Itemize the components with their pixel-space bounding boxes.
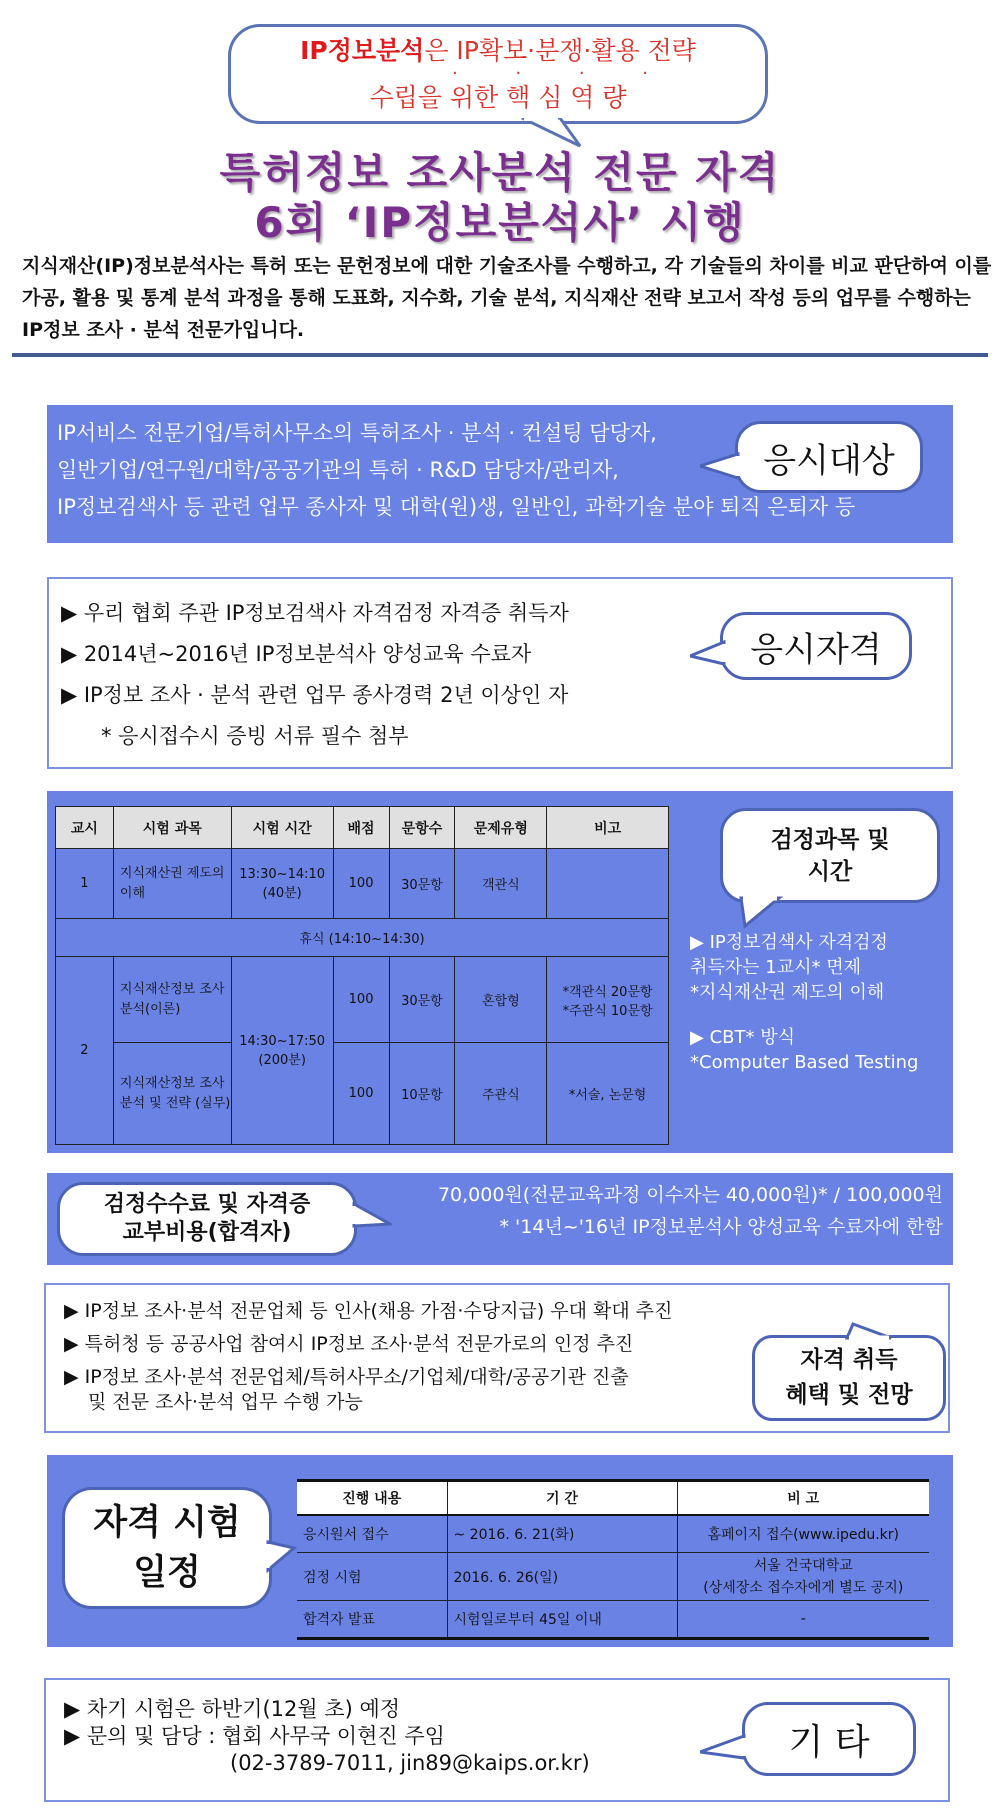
exam-col-count: 문항수 [389, 807, 455, 849]
main-title-line1: 특허정보 조사분석 전문 자격 [219, 148, 781, 197]
schedule-cell: 검정 시험 [297, 1553, 447, 1601]
exam-cell: 지식재산정보 조사분석 및 전략 (실무) [113, 1043, 231, 1145]
schedule-table [297, 1479, 929, 1640]
qualification-note: * 응시접수시 증빙 서류 필수 첨부 [101, 724, 409, 748]
main-title-line2: 6회 ‘IP정보분석사’ 시행 [254, 198, 746, 247]
emphasis-dots: · · · · [451, 63, 675, 84]
exam-side-note-2b: *Computer Based Testing [690, 1052, 919, 1073]
benefits-bubble [752, 1335, 946, 1421]
exam-bubble-tail [735, 896, 785, 930]
schedule-cell: 응시원서 접수 [297, 1515, 447, 1553]
exam-cell: 10문항 [389, 1043, 455, 1145]
benefits-label-line2: 혜택 및 전망 [785, 1382, 913, 1408]
schedule-col-item: 진행 내용 [297, 1481, 447, 1515]
benefit-item-3-cont: 및 전문 조사·분석 업무 수행 가능 [88, 1391, 363, 1413]
headline-line2: 수립을 위한 핵 심 역 량 [369, 83, 627, 112]
exam-col-time: 시험 시간 [231, 807, 333, 849]
exam-cell: 객관식 [455, 849, 547, 919]
exam-cell: *서술, 논문형 [547, 1043, 669, 1145]
exam-col-type: 문제유형 [455, 807, 547, 849]
exam-row-3 [56, 1043, 669, 1145]
etc-line-2: ▶ 문의 및 담당 : 협회 사무국 이현진 주임 [64, 1724, 445, 1748]
schedule-bubble [62, 1487, 272, 1609]
exam-label-line2: 시간 [807, 858, 853, 885]
fee-bubble [57, 1182, 357, 1256]
exam-cell: 30문항 [389, 957, 455, 1043]
schedule-row [297, 1601, 929, 1639]
exam-cell: 13:30~14:10 (40분) [231, 849, 333, 919]
schedule-cell [677, 1553, 929, 1601]
fee-note: * '14년~'16년 IP정보분석사 양성교육 수료자에 한함 [499, 1216, 943, 1238]
benefit-item-2: ▶ 특허청 등 공공사업 참여시 IP정보 조사·분석 전문가로의 인정 추진 [64, 1333, 634, 1355]
benefits-label-line1: 자격 취득 [800, 1347, 898, 1373]
target-line-2: 일반기업/연구원/대학/공공기관의 특허 · R&D 담당자/관리자, [57, 458, 619, 482]
schedule-cell: 홈페이지 접수(www.ipedu.kr) [677, 1515, 929, 1553]
exam-row-2 [56, 957, 669, 1043]
schedule-label-line1: 자격 시험 [93, 1503, 241, 1543]
exam-cell [547, 957, 669, 1043]
fee-amount: 70,000원(전문교육과정 이수자는 40,000원)* / 100,000원 [437, 1184, 943, 1206]
schedule-header-row [297, 1481, 929, 1515]
exam-col-score: 배점 [333, 807, 389, 849]
eligible-targets-bubble-tail [700, 452, 740, 482]
exam-side-note-2a: ▶ CBT* 방식 [690, 1027, 795, 1048]
schedule-cell: 합격자 발표 [297, 1601, 447, 1639]
schedule-cell: - [677, 1601, 929, 1639]
target-line-3: IP정보검색사 등 관련 업무 종사자 및 대학(원)생, 일반인, 과학기술 분야 퇴직 은퇴자 등 [57, 495, 856, 519]
schedule-bubble-tail [266, 1540, 298, 1576]
target-line-1: IP서비스 전문기업/특허사무소의 특허조사 · 분석 · 컨설팅 담당자, [57, 421, 657, 445]
schedule-note-line: 서울 건국대학교 [753, 1557, 853, 1574]
exam-cell: 1 [56, 849, 114, 919]
exam-table [55, 806, 669, 1145]
eligible-targets-label: 응시대상 [763, 440, 895, 481]
etc-line-1: ▶ 차기 시험은 하반기(12월 초) 예정 [64, 1697, 401, 1721]
exam-side-note-1b: 취득자는 1교시* 면제 [690, 957, 861, 978]
intro-paragraph: 지식재산(IP)정보분석사는 특허 또는 문헌정보에 대한 기술조사를 수행하고, 각 기술들의 차이를 비교 판단하여 이를 가공, 활용 및 통계 분석 과정을 통해 도표화, 지수화, 기술 분석, 지식재산 전략 보고서 작성 등의 업무를 수행하는 IP정보 조사 · 분석 전문가입니다. [22, 255, 992, 341]
qualification-bubble [720, 612, 912, 680]
headline-line1-rest: 은 IP확보·분쟁·활용 전략 [424, 36, 696, 65]
benefits-bubble-tail [845, 1322, 895, 1342]
exam-col-subject: 시험 과목 [113, 807, 231, 849]
exam-cell: 혼합형 [455, 957, 547, 1043]
schedule-row [297, 1553, 929, 1601]
headline-highlight: IP정보분석 [300, 36, 425, 65]
exam-cell: 주관식 [455, 1043, 547, 1145]
etc-bubble [742, 1702, 916, 1776]
exam-side-note-1a: ▶ IP정보검색사 자격검정 [690, 932, 888, 953]
exam-cell [547, 849, 669, 919]
qualification-item-3: ▶ IP정보 조사 · 분석 관련 업무 종사경력 2년 이상인 자 [61, 683, 569, 707]
exam-side-notes [690, 930, 952, 1075]
header-divider [12, 353, 988, 357]
schedule-row [297, 1515, 929, 1553]
schedule-label-line2: 일정 [133, 1553, 201, 1593]
exam-note-line: *객관식 20문항 [562, 984, 653, 1000]
benefit-item-1: ▶ IP정보 조사·분석 전문업체 등 인사(채용 가점·수당지급) 우대 확대 추진 [64, 1300, 673, 1322]
exam-row-1 [56, 849, 669, 919]
exam-break-cell: 휴식 (14:10~14:30) [56, 919, 669, 957]
qualification-bubble-tail [690, 640, 726, 670]
exam-cell: 100 [333, 1043, 389, 1145]
schedule-cell: ~ 2016. 6. 21(화) [447, 1515, 677, 1553]
schedule-note-line: (상세장소 접수자에게 별도 공지) [703, 1579, 904, 1596]
exam-cell: 지식재산정보 조사분석(이론) [113, 957, 231, 1043]
exam-note-line: *주관식 10문항 [562, 1003, 653, 1019]
headline-speech-bubble [228, 24, 768, 124]
exam-cell: 100 [333, 957, 389, 1043]
schedule-cell: 2016. 6. 26(일) [447, 1553, 677, 1601]
exam-table-header-row [56, 807, 669, 849]
schedule-col-period: 기 간 [447, 1481, 677, 1515]
etc-contact: (02-3789-7011, jin89@kaips.or.kr) [230, 1751, 590, 1775]
exam-side-note-1c: *지식재산권 제도의 이해 [690, 982, 885, 1003]
exam-col-note: 비고 [547, 807, 669, 849]
fee-label-line1: 검정수수료 및 자격증 [103, 1192, 311, 1217]
eligible-targets-bubble [735, 421, 923, 493]
qualification-item-2: ▶ 2014년~2016년 IP정보분석사 양성교육 수료자 [61, 642, 532, 666]
exam-cell: 30문항 [389, 849, 455, 919]
exam-col-period: 교시 [56, 807, 114, 849]
schedule-col-note: 비 고 [677, 1481, 929, 1515]
exam-bubble [720, 808, 940, 903]
fee-label-line2: 교부비용(합격자) [122, 1220, 292, 1245]
exam-cell: 100 [333, 849, 389, 919]
exam-cell: 지식재산권 제도의 이해 [113, 849, 231, 919]
schedule-cell: 시험일로부터 45일 이내 [447, 1601, 677, 1639]
benefit-item-3: ▶ IP정보 조사·분석 전문업체/특허사무소/기업체/대학/공공기관 진출 [64, 1366, 629, 1388]
exam-label-line1: 검정과목 및 [770, 826, 890, 853]
exam-break-row [56, 919, 669, 957]
exam-cell: 14:30~17:50 (200분) [231, 957, 333, 1145]
qualification-item-1: ▶ 우리 협회 주관 IP정보검색사 자격검정 자격증 취득자 [61, 601, 569, 625]
etc-bubble-tail [700, 1734, 746, 1764]
qualification-label: 응시자격 [750, 629, 882, 670]
fee-bubble-tail [352, 1200, 392, 1232]
etc-label: 기 타 [788, 1721, 870, 1763]
exam-cell: 2 [56, 957, 114, 1145]
